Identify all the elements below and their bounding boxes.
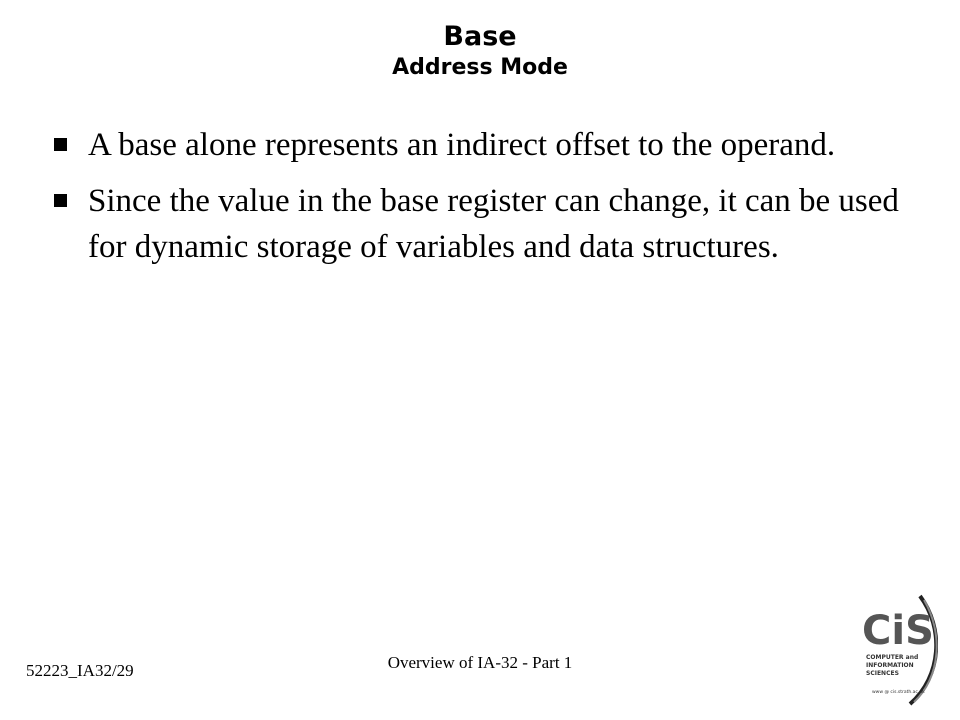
square-bullet-icon bbox=[54, 138, 67, 151]
square-bullet-icon bbox=[54, 194, 67, 207]
slide-number-footer: 52223_IA32/29 bbox=[26, 661, 134, 680]
logo-url: www @ cis.strath.ac.uk bbox=[872, 690, 925, 695]
logo-line-3: SCIENCES bbox=[866, 670, 899, 677]
logo-line-1: COMPUTER and bbox=[866, 654, 919, 661]
presentation-title-footer: Overview of IA-32 - Part 1 bbox=[387, 653, 573, 672]
logo-mark: CiS bbox=[862, 608, 934, 654]
bullet-list bbox=[52, 122, 912, 280]
logo-line-2: INFORMATION bbox=[866, 662, 914, 669]
slide-title-block bbox=[0, 20, 960, 82]
bullet-item bbox=[52, 122, 912, 168]
bullet-text: A base alone represents an indirect offset to the operand. bbox=[88, 127, 836, 163]
slide-subtitle: Address Mode bbox=[392, 55, 568, 80]
cis-logo bbox=[858, 590, 938, 708]
slide-title: Base bbox=[443, 21, 517, 52]
bullet-item bbox=[52, 178, 912, 270]
bullet-text: Since the value in the base register can change, it can be used for dynamic storage of variables and data structures. bbox=[88, 183, 899, 265]
